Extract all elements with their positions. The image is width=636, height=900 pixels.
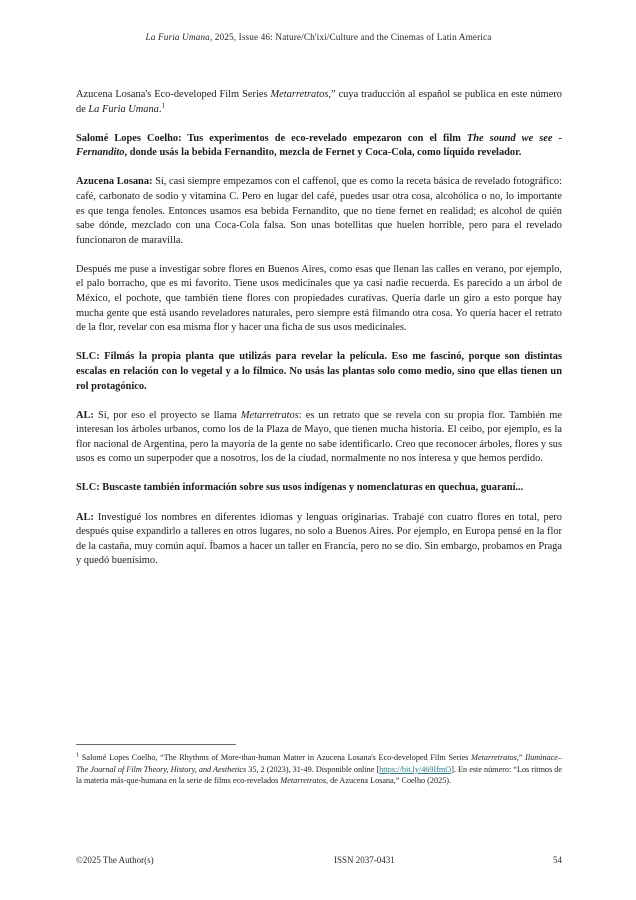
speaker-label-slc-1: SLC: — [76, 351, 100, 363]
running-head — [76, 33, 561, 44]
article-body — [76, 88, 562, 583]
footnote-separator-rule — [76, 744, 236, 745]
paragraph-question-2 — [76, 350, 562, 394]
p6-seg2: : es un retrato que se revela con su propia flor. También me interesan los árboles urbanos, como los de la Plaza de Mayo, que tienen mucha historia. El ceibo, por ejemplo, es la flor nacional de Argentina, pero la mayoría de la gente no sabe identificarlo. Creo que reconocer árboles, flores y sus usos es como un superpoder que a nosotros, los de la ciudad, normalmente no nos interesa y que hemos perdido. — [76, 409, 562, 465]
footnote-journal-title: Iluminace–The Journal of Film Theory, History, and Aesthetics — [76, 753, 562, 774]
footnote-seg4: ]. En este número: “Los ritmos de la materia más-que-humana en la serie de films eco-revelados — [76, 764, 562, 786]
paragraph-answer-4 — [76, 511, 562, 569]
footnote-seg2: ,” — [516, 753, 526, 762]
page-footer — [76, 855, 562, 865]
p1-journal-title: La Furia Umana — [88, 103, 159, 115]
paragraph-question-1 — [76, 132, 562, 161]
p8-text: Investigué los nombres en diferentes idiomas y lenguas originarias. Trabajé con cuatro flores en total, pero después quise expandirlo a talleres en otros lugares, no solo a Buenos Aires. Por ejemplo, en Europa pensé en la flor de la castaña, muy común aquí. Íbamos a hacer un taller en Francia, pero no se dio. Sin embargo, probamos en Praga y quedó buenísimo. — [76, 511, 562, 567]
p7-text: Buscaste también información sobre sus usos indígenas y nomenclaturas en quechua, guaraní... — [99, 482, 524, 494]
paragraph-answer-2 — [76, 263, 562, 336]
p2-film-title: The sound we see - Fernandito — [76, 132, 563, 159]
p6-project-title: Metarretratos — [240, 409, 299, 421]
p5-text: Filmás la propia planta que utilizás para revelar la película. Eso me fascinó, porque son distintas escalas en relación con lo vegetal y a lo fílmico. No usás las plantas solo como medio, sino que ellas tienen un rol protagónico. — [76, 351, 562, 392]
footnote-area — [76, 744, 562, 787]
speaker-label-slc-2: SLC: — [76, 482, 100, 494]
page-number: 54 — [553, 855, 562, 865]
p1-film-series-title: Metarretratos — [270, 89, 329, 100]
speaker-label-al-1: AL: — [76, 409, 94, 421]
footnote-seg1: Salomé Lopes Coelho, “The Rhythms of More-than-human Matter in Azucena Losana's Eco-developed Film Series — [79, 753, 472, 762]
copyright-notice: ©2025 The Author(s) — [76, 855, 154, 865]
p1-seg2: ,” cuya traducción al español se publica en este número de — [76, 89, 562, 115]
footnote-url-link[interactable]: https://bit.ly/469IfmO — [379, 764, 452, 774]
p1-seg3: . — [158, 103, 162, 115]
footnote-seg3: 35, 2 (2023), 31-49. Disponible online [ — [246, 764, 380, 774]
footnote-film-series-title-2: Metarretratos — [280, 776, 327, 786]
footnote-reference-1[interactable]: 1 — [161, 101, 165, 110]
issn-label: ISSN 2037-0431 — [333, 855, 395, 865]
speaker-label-al-full: Azucena Losana: — [76, 176, 153, 188]
p6-seg1: Sí, por eso el proyecto se llama — [93, 409, 241, 421]
p3-text: Sí, casi siempre empezamos con el caffenol, que es como la receta básica de revelado fotográfico: café, carbonato de sodio y vitamina C. Pero en lugar del café, puedes usar otra cosa, alcohólica o no, lo importante es que tenga fenoles. Entonces usamos esa bebida Fernandito, que no tiene fernet en realidad; es alcohol de quién sabe dónde, mezclado con una Coca-Cola falsa. Son unas botellitas que huelen horrible, pero para el revelado funcionaron de maravilla. — [76, 176, 562, 246]
running-head-journal-title: La Furia Umana — [145, 33, 210, 43]
speaker-label-slc-full: Salomé Lopes Coelho: — [76, 132, 182, 144]
p4-text: Después me puse a investigar sobre flores en Buenos Aires, como esas que llenan las calles en verano, por ejemplo, el palo borracho, que es mi favorito. Tiene usos medicinales que ya casi nadie recuerda. Es parecido a un árbol de México, el pochote, que también tiene flores con propiedades curativas. Quería darle un giro a esto porque hay mucha gente que está usando reveladores naturales, pero siempre está filmando otra cosa. Yo quería hacer el retrato de la flor, revelar con esa misma flor y hacer una ficha de sus usos medicinales. — [76, 263, 562, 334]
paragraph-answer-3 — [76, 409, 562, 467]
footnote-seg5: , de Azucena Losana,” Coelho (2025). — [326, 776, 452, 786]
p1-seg1: Azucena Losana's Eco-developed Film Series — [76, 89, 271, 100]
running-head-issue-info: , 2025, Issue 46: Nature/Ch'ixi/Culture and the Cinemas of Latin America — [209, 33, 492, 43]
footnote-number: 1 — [76, 751, 80, 759]
paragraph-answer-1 — [76, 175, 562, 248]
paragraph-continuation — [76, 88, 562, 117]
footnote-1 — [76, 752, 562, 787]
speaker-label-al-2: AL: — [76, 511, 94, 523]
paragraph-question-3 — [76, 481, 562, 496]
p2-seg1: Tus experimentos de eco-revelado empezaron con el film — [181, 132, 467, 144]
footnote-film-series-title: Metarretratos — [471, 753, 517, 762]
p2-seg2: , donde usás la bebida Fernandito, mezcla de Fernet y Coca-Cola, como líquido revelador. — [124, 147, 522, 159]
